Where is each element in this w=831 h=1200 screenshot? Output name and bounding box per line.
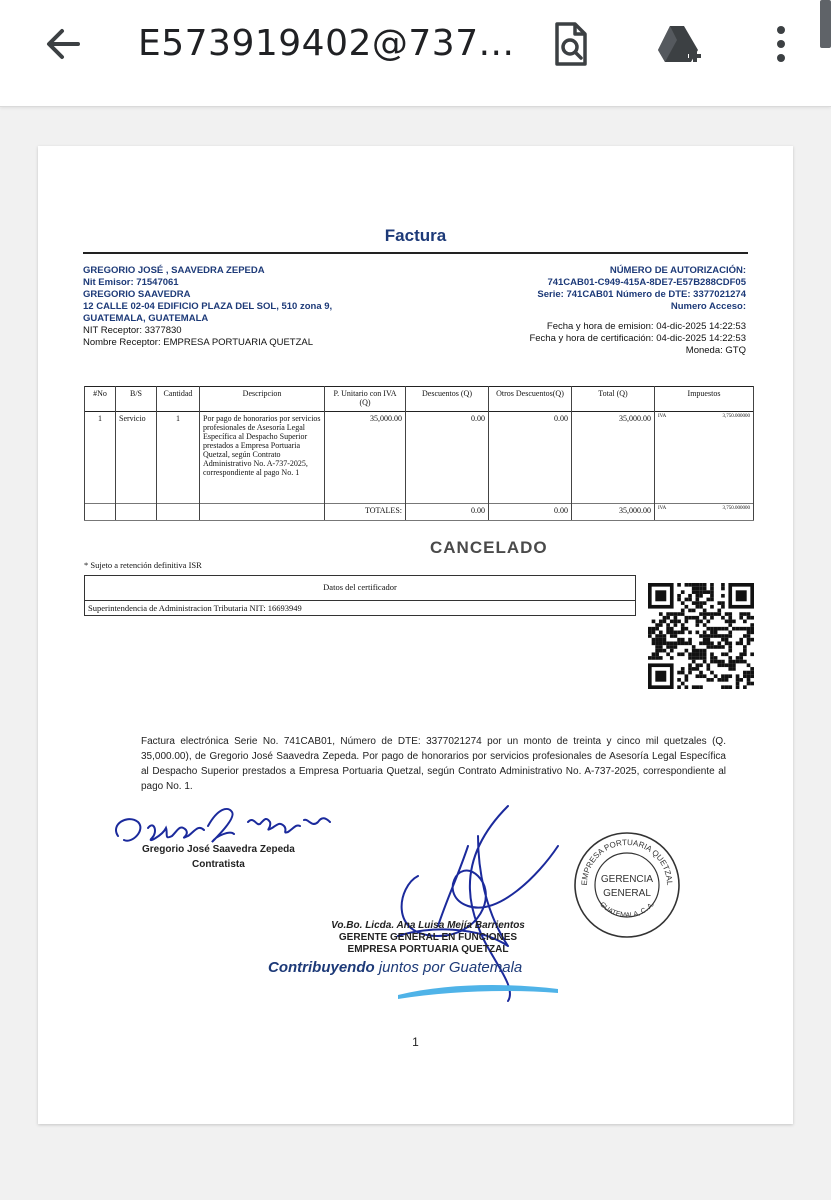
scrollbar-thumb[interactable] xyxy=(820,0,831,48)
invoice-title: Factura xyxy=(384,226,447,245)
cell-descuentos: 0.00 xyxy=(406,412,489,504)
issuer-address-2: GUATEMALA, GUATEMALA xyxy=(83,313,209,324)
col-header: #No xyxy=(85,387,116,412)
cell-total: 35,000.00 xyxy=(572,412,655,504)
issuer-block xyxy=(83,265,413,349)
issuer-address-1: 12 CALLE 02-04 EDIFICIO PLAZA DEL SOL, 510 zona 9, xyxy=(83,301,333,312)
slogan-rest: juntos por Guatemala xyxy=(374,959,523,976)
fecha-emision: Fecha y hora de emision: 04-dic-2025 14:22:53 xyxy=(546,321,746,332)
certifier-box xyxy=(84,575,636,616)
totals-total: 35,000.00 xyxy=(572,504,655,521)
col-header: Otros Descuentos(Q) xyxy=(489,387,572,412)
vobo-block xyxy=(278,920,578,956)
qr-code-icon xyxy=(648,583,754,689)
totals-row xyxy=(85,504,754,521)
col-header: Descuentos (Q) xyxy=(406,387,489,412)
issuer-trade-name: GREGORIO SAAVEDRA xyxy=(83,289,191,300)
serie-dte: Serie: 741CAB01 Número de DTE: 3377021274 xyxy=(537,289,746,300)
issuer-name: GREGORIO JOSÉ , SAAVEDRA ZEPEDA xyxy=(83,265,265,276)
seal-ring-top: EMPRESA PORTUARIA QUETZAL xyxy=(579,837,675,886)
vobo-line-2: GERENTE GENERAL EN FUNCIONES xyxy=(338,932,518,943)
col-header: P. Unitario con IVA (Q) xyxy=(325,387,406,412)
authorization-block xyxy=(416,265,746,357)
cell-otros: 0.00 xyxy=(489,412,572,504)
moneda: Moneda: GTQ xyxy=(685,345,746,356)
more-vertical-icon[interactable] xyxy=(757,20,805,68)
svg-text:GUATEMALA, C. A. xyxy=(598,901,656,919)
cancelado-stamp: CANCELADO xyxy=(430,538,548,557)
slogan-bold: Contribuyendo xyxy=(268,959,375,976)
cell-bs: Servicio xyxy=(116,412,157,504)
file-title: E573919402@737... xyxy=(138,23,515,64)
table-row xyxy=(85,412,754,504)
isr-note: * Sujeto a retención definitiva ISR xyxy=(84,560,202,570)
items-table xyxy=(84,386,754,521)
authorization-label: NÚMERO DE AUTORIZACIÓN: xyxy=(609,265,746,276)
table-header-row xyxy=(85,387,754,412)
document-page xyxy=(38,146,793,1124)
vobo-line-3: EMPRESA PORTUARIA QUETZAL xyxy=(347,944,509,955)
cell-descripcion: Por pago de honorarios por servicios profesionales de Asesoría Legal Específica al Despacho Superior prestados a Empresa Portuaria Quetzal, según Contrato Administrativo No. A-737-2025, correspondiente al pago No. 1 xyxy=(200,412,325,504)
col-header: Total (Q) xyxy=(572,387,655,412)
issuer-nit: Nit Emisor: 71547061 xyxy=(83,277,179,288)
certifier-header: Datos del certificador xyxy=(85,576,635,601)
app-bar xyxy=(0,0,831,107)
gerencia-general-seal-icon xyxy=(571,829,683,941)
totals-otros: 0.00 xyxy=(489,504,572,521)
col-header: Descripcion xyxy=(200,387,325,412)
slogan xyxy=(268,959,522,976)
col-header: Cantidad xyxy=(157,387,200,412)
signature-contratista-icon xyxy=(108,796,368,866)
impuesto-valor: 3,750.000000 xyxy=(722,414,750,419)
totals-impuestos xyxy=(655,504,754,521)
page-number: 1 xyxy=(412,1035,419,1049)
receptor-name: Nombre Receptor: EMPRESA PORTUARIA QUETZAL xyxy=(83,337,314,348)
fecha-certificacion: Fecha y hora de certificación: 04-dic-2025 14:22:53 xyxy=(529,333,746,344)
vobo-line-1: Vo.Bo. Licda. Ana Luisa Mejía Barrientos xyxy=(331,920,525,931)
document-search-icon[interactable] xyxy=(547,20,595,68)
col-header: B/S xyxy=(116,387,157,412)
impuesto-tipo: IVA xyxy=(658,414,667,419)
numero-acceso: Numero Acceso: xyxy=(670,301,746,312)
add-to-drive-icon[interactable] xyxy=(654,20,702,68)
totals-label: TOTALES: xyxy=(325,504,406,521)
certifier-body: Superintendencia de Administracion Tributaria NIT: 16693949 xyxy=(88,603,302,613)
receptor-nit: NIT Receptor: 3377830 xyxy=(83,325,182,336)
divider xyxy=(83,252,748,254)
cell-no: 1 xyxy=(85,412,116,504)
authorization-number: 741CAB01-C949-415A-8DE7-E57B288CDF05 xyxy=(547,277,746,288)
totals-descuentos: 0.00 xyxy=(406,504,489,521)
seal-center-1: GERENCIA xyxy=(600,874,654,885)
cell-precio: 35,000.00 xyxy=(325,412,406,504)
signer-role: Contratista xyxy=(192,859,245,870)
seal-center-2: GENERAL xyxy=(603,888,651,899)
signer-name: Gregorio José Saavedra Zepeda xyxy=(142,844,295,855)
totals-impuesto-tipo: IVA xyxy=(658,506,667,511)
legal-text: Factura electrónica Serie No. 741CAB01, Número de DTE: 3377021274 por un monto de treinta y cinco mil quetzales (Q. 35,000.00), de Gregorio José Saavedra Zepeda. Por pago de honorarios por servicios profesionales de Asesoría Legal Específica al Despacho Superior prestados a Empresa Portuaria Quetzal, según Contrato Administrativo No. A-737-2025, correspondiente al pago No. 1. xyxy=(141,736,726,792)
slogan-swoosh-icon xyxy=(398,981,558,999)
seal-ring-bottom: GUATEMALA, C. A. xyxy=(598,901,656,920)
col-header: Impuestos xyxy=(655,387,754,412)
cell-impuestos xyxy=(655,412,754,504)
cell-cantidad: 1 xyxy=(157,412,200,504)
arrow-back-icon[interactable] xyxy=(38,20,86,68)
totals-impuesto-valor: 3,750.000000 xyxy=(722,506,750,511)
